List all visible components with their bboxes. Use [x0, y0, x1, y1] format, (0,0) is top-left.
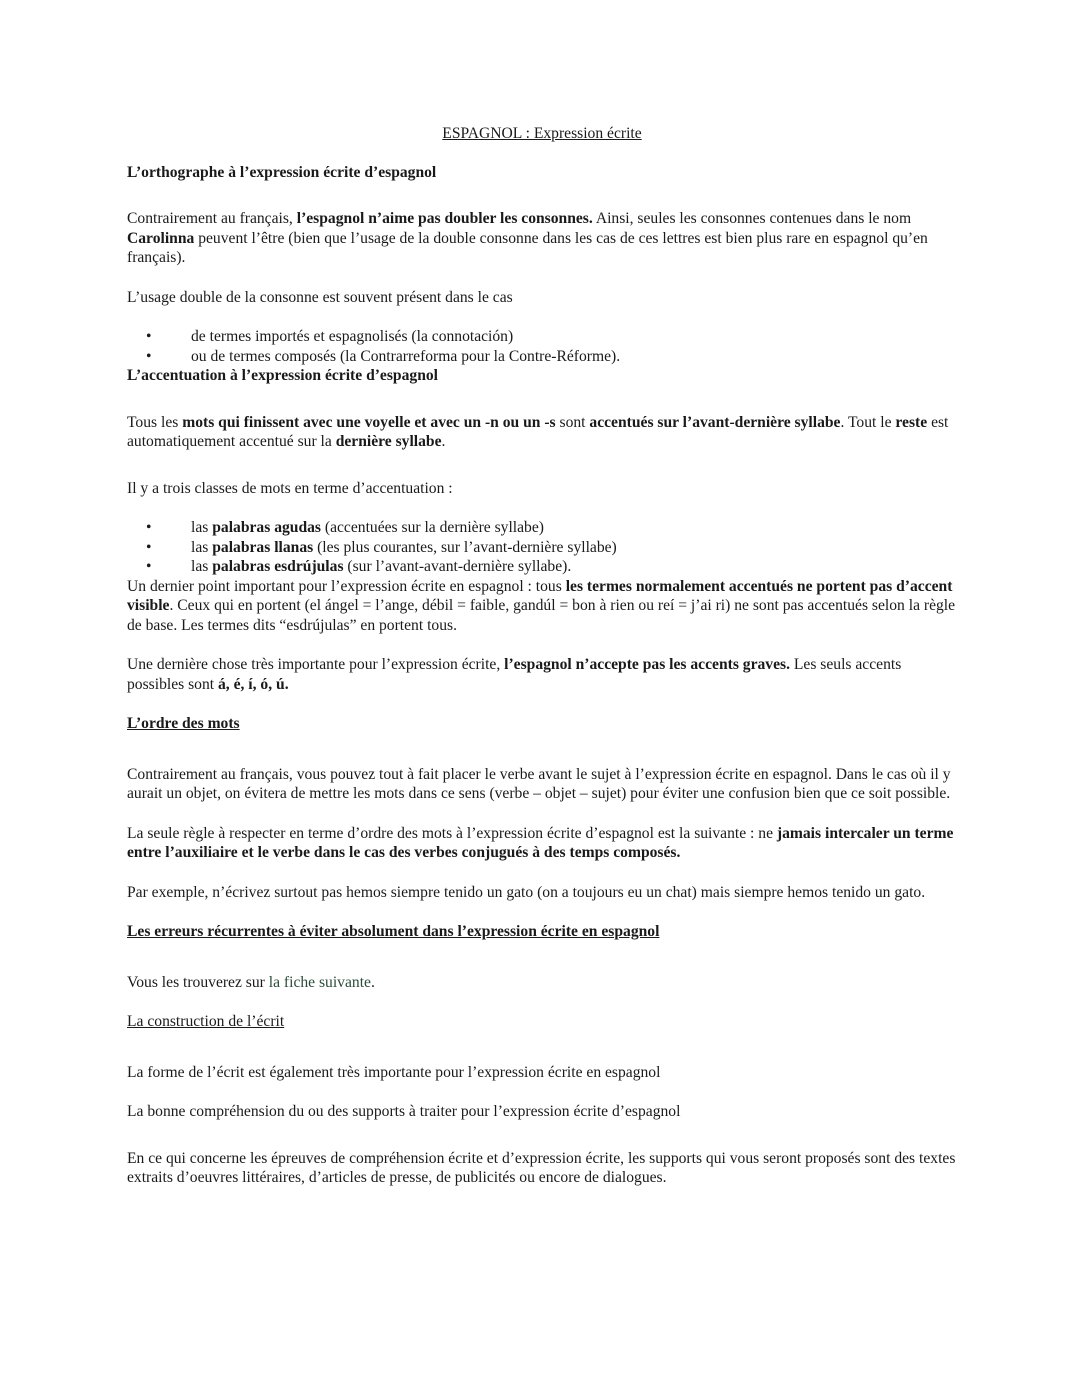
bullet-list-classes	[127, 518, 957, 577]
list-item: • ou de termes composés (la Contrarreforma pour la Contre-Réforme).	[127, 347, 957, 367]
paragraph-accent-visible: Un dernier point important pour l’expression écrite en espagnol : tous les termes normalement accentués ne portent pas d’accent visible. Ceux qui en portent (el ángel = l’ange, débil = faible, gandúl = bon à rien ou reí = j’ai ri) ne sont pas accentués selon la règle de base. Les termes dits “esdrújulas” en portent tous.	[127, 577, 956, 634]
section-heading-erreurs: Les erreurs récurrentes à éviter absolument dans l’expression écrite en espagnol	[127, 923, 660, 940]
list-item: • las palabras agudas (accentuées sur la dernière syllabe)	[127, 518, 957, 538]
paragraph-doubles-consonnes: Contrairement au français, l’espagnol n’aime pas doubler les consonnes. Ainsi, seules les consonnes contenues dans le nom Carolinna peuvent l’être (bien que l’usage de la double consonne dans les cas de ces lettres est bien plus rare en espagnol qu’en français).	[127, 210, 928, 266]
document-title: ESPAGNOL : Expression écrite	[442, 125, 642, 142]
paragraph-forme: La forme de l’écrit est également très importante pour l’expression écrite en espagnol	[127, 1063, 661, 1081]
list-item: • las palabras llanas (les plus courantes, sur l’avant-dernière syllabe)	[127, 538, 957, 558]
paragraph-regle-accent: Tous les mots qui finissent avec une voyelle et avec un -n ou un -s sont accentués sur l’avant-dernière syllabe. Tout le reste est automatiquement accentué sur la dernière syllabe.	[127, 413, 949, 450]
paragraph-comprehension: La bonne compréhension du ou des supports à traiter pour l’expression écrite d’espagnol	[127, 1103, 681, 1120]
paragraph-trois-classes: Il y a trois classes de mots en terme d’accentuation :	[127, 479, 453, 497]
section-heading-accentuation: L’accentuation à l’expression écrite d’espagnol	[127, 367, 438, 384]
bullet-list-cas	[127, 327, 957, 366]
paragraph-exemple: Par exemple, n’écrivez surtout pas hemos siempre tenido un gato (on a toujours eu un chat) mais siempre hemos tenido un gato.	[127, 883, 926, 901]
paragraph-fiche: Vous les trouverez sur la fiche suivante.	[127, 973, 375, 991]
list-item: • las palabras esdrújulas (sur l’avant-avant-dernière syllabe).	[127, 557, 957, 577]
section-heading-construction: La construction de l’écrit	[127, 1013, 285, 1030]
list-item: • de termes importés et espagnolisés (la connotación)	[127, 327, 957, 347]
paragraph-usage-double: L’usage double de la consonne est souvent présent dans le cas	[127, 288, 513, 306]
paragraph-regle-ordre: La seule règle à respecter en terme d’ordre des mots à l’expression écrite d’espagnol est la suivante : ne jamais intercaler un terme entre l’auxiliaire et le verbe dans le cas des verbes conjugués à des temps composés.	[127, 824, 954, 861]
document-page	[127, 124, 957, 1188]
section-heading-ordre: L’ordre des mots	[127, 715, 240, 732]
paragraph-verbe-sujet: Contrairement au français, vous pouvez tout à fait placer le verbe avant le sujet à l’expression écrite en espagnol. Dans le cas où il y aurait un objet, on évitera de mettre les mots dans ce sens (verbe – objet – sujet) pour éviter une confusion bien que ce soit possible.	[127, 765, 951, 802]
section-heading-orthographe: L’orthographe à l’expression écrite d’espagnol	[127, 163, 437, 181]
fiche-suivante-link[interactable]: la fiche suivante	[268, 973, 371, 991]
paragraph-accents-graves: Une dernière chose très importante pour l’expression écrite, l’espagnol n’accepte pas les accents graves. Les seuls accents possibles sont á, é, í, ó, ú.	[127, 656, 902, 693]
paragraph-supports: En ce qui concerne les épreuves de compréhension écrite et d’expression écrite, les supports qui vous seront proposés sont des textes extraits d’oeuvres littéraires, d’articles de presse, de publicités ou encore de dialogues.	[127, 1149, 956, 1186]
